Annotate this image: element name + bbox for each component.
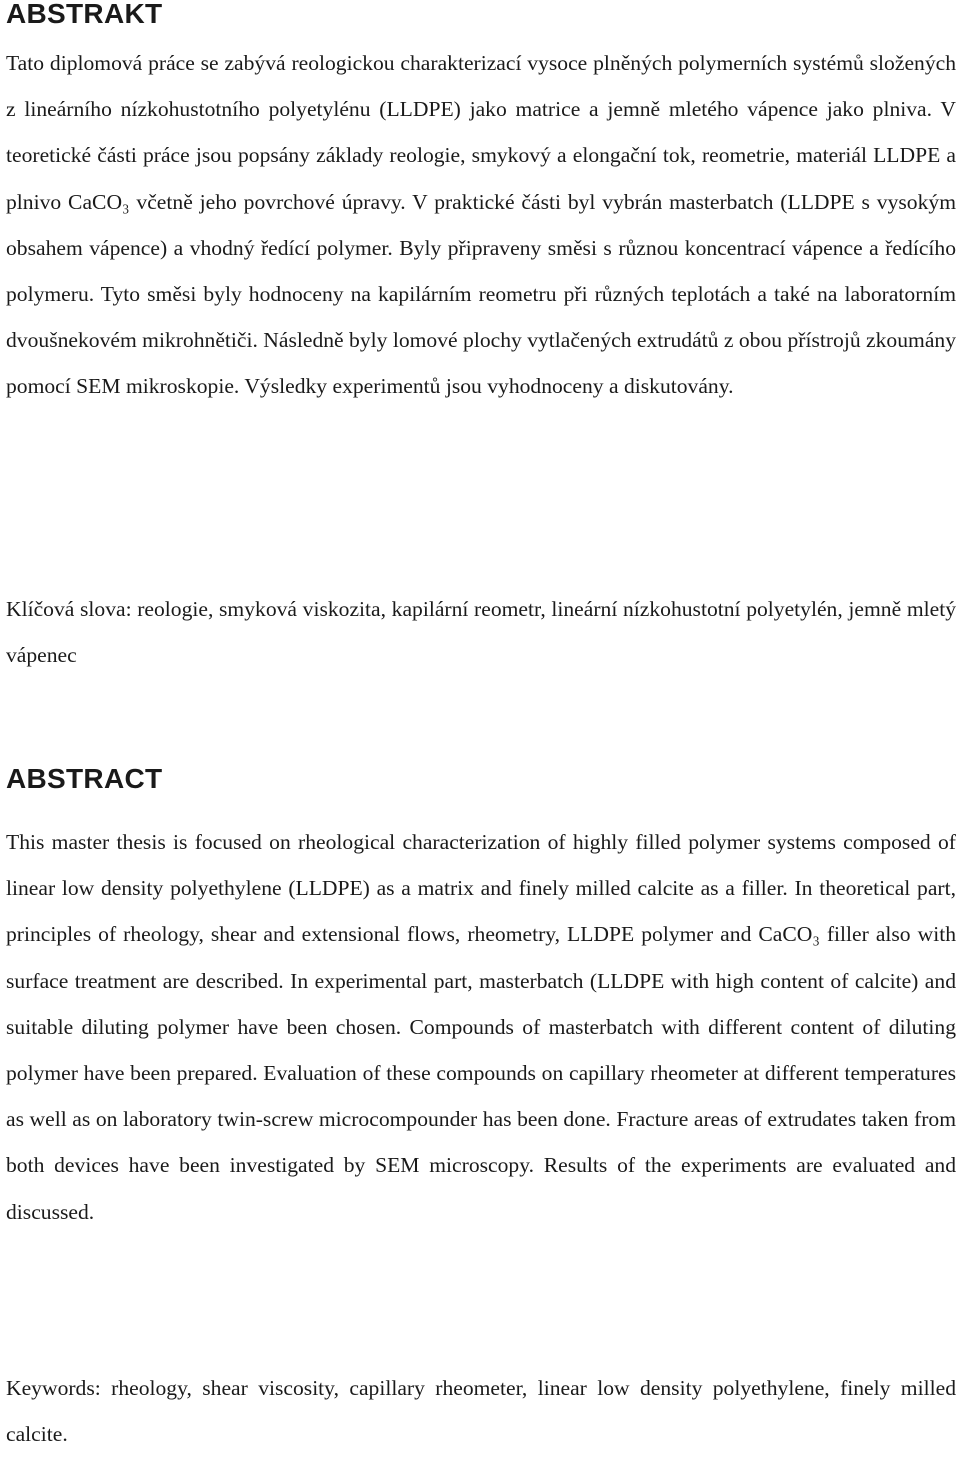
abstrakt-heading: ABSTRAKT bbox=[6, 0, 163, 29]
abstract-heading: ABSTRACT bbox=[6, 763, 163, 794]
english-keywords-paragraph: Keywords: rheology, shear viscosity, capillary rheometer, linear low density polyethylene, finely milled calcite. bbox=[6, 1376, 956, 1447]
english-abstract-paragraph: This master thesis is focused on rheological characterization of highly filled polymer systems composed of linear low density polyethylene (LLDPE) as a matrix and finely milled calcite as a filler. In theoretical part, principles of rheology, shear and extensional flows, rheometry, LLDPE polymer and CaCO₃ filler also with surface treatment are described. In experimental part, masterbatch (LLDPE with high content of calcite) and suitable diluting polymer have been chosen. Compounds of masterbatch with different content of diluting polymer have been prepared. Evaluation of these compounds on capillary rheometer at different temperatures as well as on laboratory twin-screw microcompounder has been done. Fracture areas of extrudates taken from both devices have been investigated by SEM microscopy. Results of the experiments are evaluated and discussed. bbox=[6, 830, 956, 1224]
czech-abstract-paragraph: Tato diplomová práce se zabývá reologickou charakterizací vysoce plněných polymerních systémů složených z lineárního nízkohustotního polyetylénu (LLDPE) jako matrice a jemně mletého vápence jako plniva. V teoretické části práce jsou popsány základy reologie, smykový a elongační tok, reometrie, materiál LLDPE a plnivo CaCO₃ včetně jeho povrchové úpravy. V praktické části byl vybrán masterbatch (LLDPE s vysokým obsahem vápence) a vhodný ředící polymer. Byly připraveny směsi s různou koncentrací vápence a ředícího polymeru. Tyto směsi byly hodnoceny na kapilárním reometru při různých teplotách a také na laboratorním dvoušnekovém mikrohnětiči. Následně byly lomové plochy vytlačených extrudátů z obou přístrojů zkoumány pomocí SEM mikroskopie. Výsledky experimentů jsou vyhodnoceny a diskutovány. bbox=[6, 51, 956, 399]
czech-keywords-paragraph: Klíčová slova: reologie, smyková viskozita, kapilární reometr, lineární nízkohustotní polyetylén, jemně mletý vápenec bbox=[6, 597, 956, 668]
